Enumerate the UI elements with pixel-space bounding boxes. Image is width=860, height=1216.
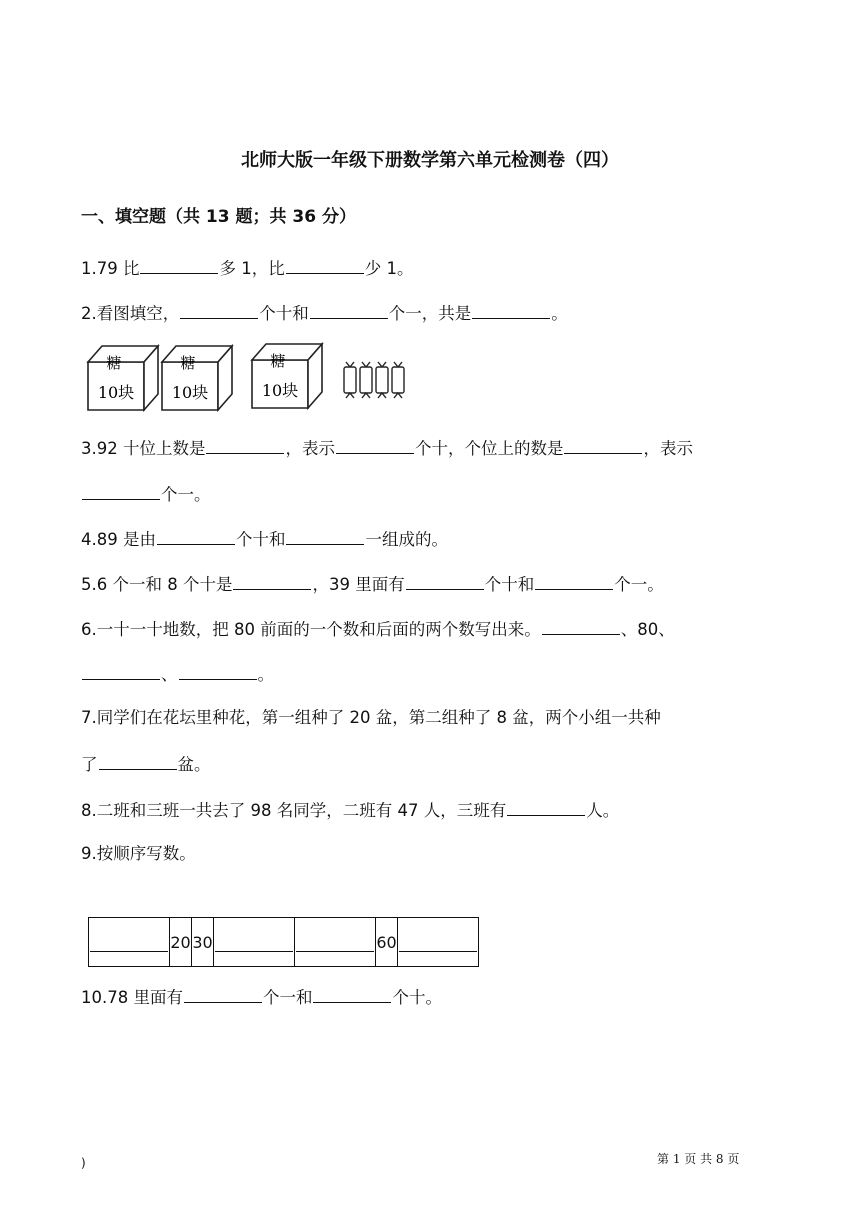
q3-blank-4[interactable]: [82, 481, 160, 500]
box-2-label-bottom: 10块: [171, 383, 209, 402]
candy-box-1: [88, 346, 158, 410]
q1-blank-1[interactable]: [140, 255, 218, 274]
q3-text-a: 3.92 十位上数是: [81, 439, 206, 458]
question-4: [81, 526, 448, 552]
question-8: [81, 797, 619, 823]
q2-blank-1[interactable]: [180, 300, 258, 319]
box-1-label-bottom: 10块: [97, 383, 135, 402]
question-1: [81, 255, 413, 281]
page-number: 第 1 页 共 8 页: [657, 1152, 740, 1166]
q2-text-c: 个一，共是: [388, 304, 472, 323]
seq-cell-7[interactable]: [398, 918, 479, 967]
question-7: [81, 706, 661, 730]
q8-text-b: 人。: [586, 801, 620, 820]
section-heading: 一、填空题（共 13 题；共 36 分）: [81, 207, 356, 227]
q10-text-a: 10.78 里面有: [81, 988, 183, 1007]
question-7-cont: [81, 751, 211, 777]
q3-blank-1[interactable]: [206, 435, 284, 454]
q5-blank-3[interactable]: [535, 571, 613, 590]
q7-text-b: 了: [81, 755, 98, 774]
q3-text-d: ，表示: [643, 439, 693, 458]
q6-text-a: 6.一十一十地数，把 80 前面的一个数和后面的两个数写出来。: [81, 620, 541, 639]
q1-text-b: 多 1，比: [219, 259, 285, 278]
q1-text-a: 1.79 比: [81, 259, 140, 278]
q6-blank-1[interactable]: [542, 616, 620, 635]
question-6: [81, 616, 675, 642]
candy-2: [360, 362, 372, 398]
q6-blank-3[interactable]: [179, 661, 257, 680]
q2-text-a: 2.看图填空，: [81, 304, 180, 323]
q10-blank-2[interactable]: [313, 984, 391, 1003]
question-9: [81, 842, 196, 866]
question-6-cont: [81, 661, 274, 687]
q5-blank-1[interactable]: [233, 571, 311, 590]
q8-text-a: 8.二班和三班一共去了 98 名同学，二班有 47 人，三班有: [81, 801, 507, 820]
seq-cell-5[interactable]: [295, 918, 376, 967]
q1-blank-2[interactable]: [286, 255, 364, 274]
q5-text-d: 个一。: [614, 575, 664, 594]
candy-box-3: [252, 344, 322, 408]
seq-cell-2: 20: [170, 918, 192, 967]
sequence-row: [89, 918, 479, 967]
q5-text-c: 个十和: [484, 575, 535, 594]
seq-cell-6: 60: [376, 918, 398, 967]
q5-blank-2[interactable]: [406, 571, 484, 590]
q4-text-b: 个十和: [235, 530, 286, 549]
page-title: 北师大版一年级下册数学第六单元检测卷（四）: [241, 150, 619, 171]
seq-blank-2[interactable]: [215, 933, 293, 952]
q5-text-a: 5.6 个一和 8 个十是: [81, 575, 233, 594]
box-3-label-bottom: 10块: [261, 381, 299, 400]
q3-blank-2[interactable]: [336, 435, 414, 454]
q4-blank-1[interactable]: [157, 526, 235, 545]
q3-blank-3[interactable]: [564, 435, 642, 454]
q3-text-c: 个十，个位上的数是: [414, 439, 564, 458]
q4-text-a: 4.89 是由: [81, 530, 156, 549]
q8-blank-1[interactable]: [507, 797, 585, 816]
seq-blank-1[interactable]: [90, 933, 168, 952]
q1-text-c: 少 1。: [364, 259, 414, 278]
candy-3: [376, 362, 388, 398]
seq-cell-4[interactable]: [214, 918, 295, 967]
seq-cell-3: 30: [192, 918, 214, 967]
q2-blank-3[interactable]: [472, 300, 550, 319]
q5-text-b: ，39 里面有: [312, 575, 405, 594]
q7-text-a: 7.同学们在花坛里种花，第一组种了 20 盆，第二组种了 8 盆，两个小组一共种: [81, 708, 661, 727]
candy-picture: [84, 340, 424, 416]
question-10: [81, 984, 442, 1010]
seq-cell-1[interactable]: [89, 918, 170, 967]
q3-text-b: ，表示: [285, 439, 335, 458]
candy-box-2: [162, 346, 232, 410]
question-3: [81, 435, 693, 461]
q2-text-d: 。: [551, 304, 568, 323]
question-5: [81, 571, 664, 597]
q2-blank-2[interactable]: [310, 300, 388, 319]
q6-text-c: 、: [161, 665, 178, 684]
question-2: [81, 300, 568, 326]
box-2-label-top: 糖: [180, 354, 196, 372]
seq-blank-4[interactable]: [399, 933, 477, 952]
q4-blank-2[interactable]: [286, 526, 364, 545]
question-3-cont: [81, 481, 211, 507]
q10-text-b: 个一和: [262, 988, 313, 1007]
q6-text-d: 。: [257, 665, 274, 684]
candy-4: [392, 362, 404, 398]
sequence-table: [88, 917, 479, 967]
candy-1: [344, 362, 356, 398]
footer-mark: ): [81, 1156, 86, 1170]
box-1-label-top: 糖: [106, 354, 122, 372]
q7-blank-1[interactable]: [99, 751, 177, 770]
q3-text-e: 个一。: [161, 485, 211, 504]
q10-blank-1[interactable]: [184, 984, 262, 1003]
q6-text-b: 、80、: [620, 620, 675, 639]
box-3-label-top: 糖: [270, 352, 286, 370]
seq-blank-3[interactable]: [296, 933, 374, 952]
q4-text-c: 一组成的。: [365, 530, 448, 549]
q10-text-c: 个十。: [392, 988, 442, 1007]
q6-blank-2[interactable]: [82, 661, 160, 680]
loose-candies: [344, 362, 404, 398]
q7-text-c: 盆。: [177, 755, 211, 774]
q9-text-a: 9.按顺序写数。: [81, 844, 196, 863]
q2-text-b: 个十和: [259, 304, 309, 323]
